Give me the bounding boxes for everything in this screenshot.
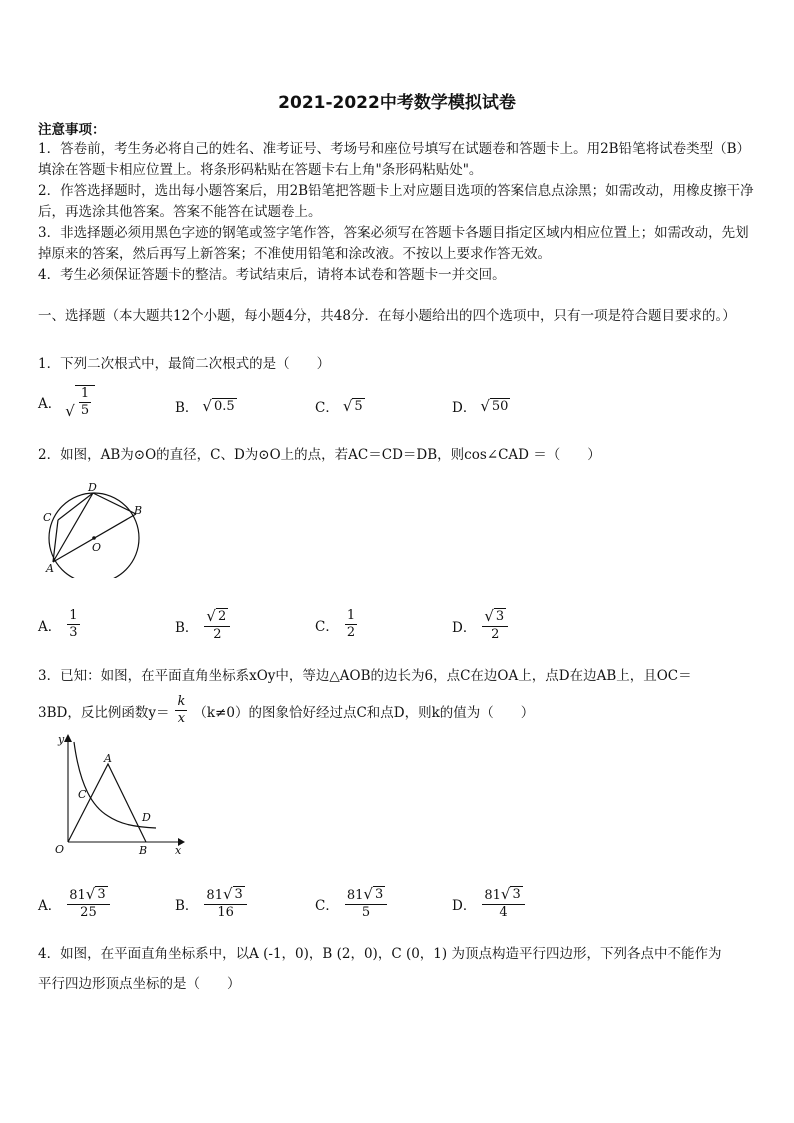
question-2-stem: 2．如图，AB为⊙O的直径，C、D为⊙O上的点，若AC＝CD＝DB，则cos∠CAD ＝（ ） xyxy=(38,447,601,463)
q2-option-d: D． √ 3 2 xyxy=(452,608,510,643)
svg-text:A: A xyxy=(46,562,54,575)
notice-item-1: 1．答卷前，考生务必将自己的姓名、准考证号、考场号和座位号填写在试题卷和答题卡上。用2B铅笔将试卷类型（B）填涂在答题卡相应位置上。将条形码粘贴在答题卡右上角"条形码粘贴处"。 xyxy=(38,141,751,178)
q1-option-a: A． √ $\frac{1}{5}$ xyxy=(38,385,95,419)
svg-text:O: O xyxy=(55,843,65,856)
question-4-line-2: 平行四边形顶点坐标的是（ ） xyxy=(38,976,241,992)
svg-text:B: B xyxy=(134,504,143,517)
svg-text:y: y xyxy=(58,733,65,746)
sqrt-fraction: √ $\frac{1}{5}$ xyxy=(65,385,95,419)
page-title: 2021-2022中考数学模拟试卷 xyxy=(278,93,516,113)
q1-option-b: B． √ 0.5 xyxy=(175,397,235,416)
q2-option-a: A． $\frac{1}{3}$ xyxy=(38,608,78,640)
svg-text:x: x xyxy=(175,844,182,857)
svg-text:D: D xyxy=(88,481,97,494)
circle-figure xyxy=(38,478,148,578)
svg-text:D: D xyxy=(142,811,151,824)
coordinate-figure xyxy=(38,732,188,857)
section-heading: 一、选择题（本大题共12个小题，每小题4分，共48分．在每小题给出的四个选项中，只有一项是符合题目要求的。） xyxy=(38,308,736,324)
svg-text:A: A xyxy=(104,752,112,765)
q1-option-d: D． √ 50 xyxy=(452,397,509,416)
q2-option-c: C． $\frac{1}{2}$ xyxy=(315,608,356,640)
notice-item-2: 2．作答选择题时，选出每小题答案后，用2B铅笔把答题卡上对应题目选项的答案信息点涂黑；如需改动，用橡皮擦干净后，再选涂其他答案。答案不能答在试题卷上。 xyxy=(38,183,754,220)
svg-text:C: C xyxy=(43,511,52,524)
svg-text:O: O xyxy=(92,541,102,554)
q1-option-c: C． √ 5 xyxy=(315,397,363,416)
question-3-line-1: 3．已知：如图，在平面直角坐标系xOy中，等边△AOB的边长为6，点C在边OA上，点D在边AB上，且OC＝ xyxy=(38,668,692,684)
question-1-stem: 1．下列二次根式中，最简二次根式的是（ ） xyxy=(38,356,331,372)
q2-option-b: B． √ 2 2 xyxy=(175,608,232,643)
q3-option-d: D． 81 √ 3 4 xyxy=(452,886,527,921)
question-4-line-1: 4．如图，在平面直角坐标系中，以A (-1，0)，B (2，0)，C (0，1) 为顶点构造平行四边形，下列各点中不能作为 xyxy=(38,946,722,962)
notice-item-3: 3．非选择题必须用黑色字迹的钢笔或签字笔作答，答案必须写在答题卡各题目指定区域内相应位置上；如需改动，先划掉原来的答案，然后再写上新答案；不准使用铅笔和涂改液。不按以上要求作答无效。 xyxy=(38,225,749,262)
q3-option-c: C． 81 √ 3 5 xyxy=(315,886,389,921)
notice-item-4: 4．考生必须保证答题卡的整洁。考试结束后，请将本试卷和答题卡一并交回。 xyxy=(38,267,506,283)
q3-option-b: B． 81 √ 3 16 xyxy=(175,886,249,921)
q3-option-a: A． 81 √ 3 25 xyxy=(38,886,112,921)
notice-heading: 注意事项： xyxy=(38,122,106,138)
svg-text:B: B xyxy=(139,844,148,857)
svg-text:C: C xyxy=(78,788,87,801)
question-3-line-2: 3BD，反比例函数y＝ $\frac{k}{x}$ （k≠0）的图象恰好经过点C和点D，则k的值为（ ） xyxy=(38,694,535,726)
